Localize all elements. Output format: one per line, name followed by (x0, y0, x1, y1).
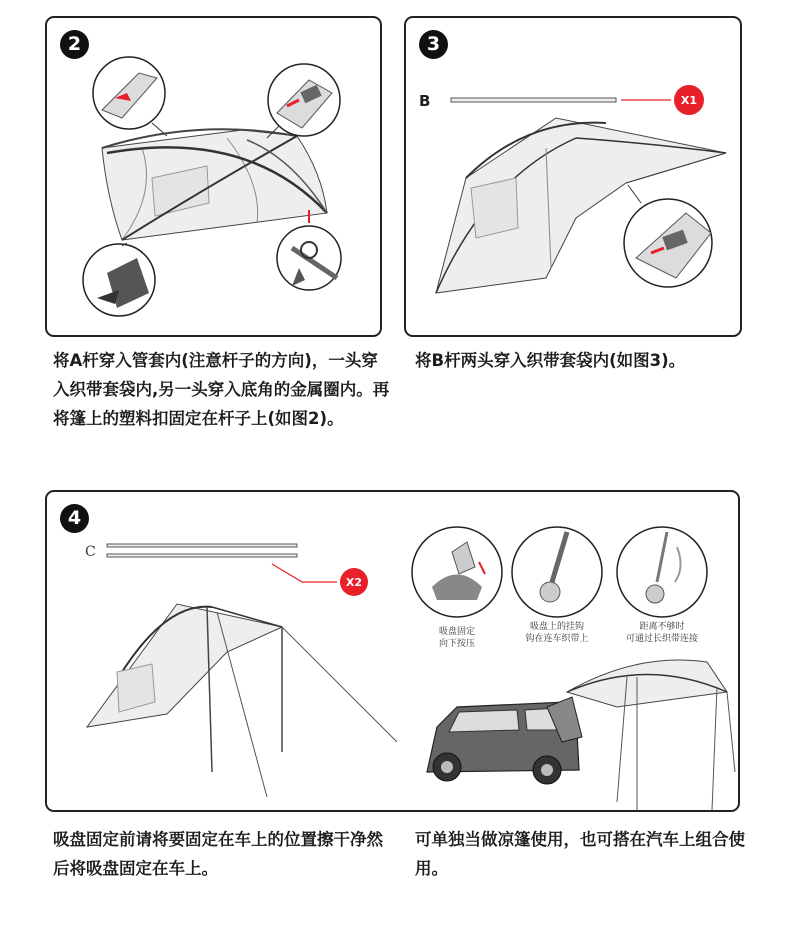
detail-2-line2: 钩在连车织带上 (525, 634, 589, 644)
step-3-caption: 将B杆两头穿入织带套袋内(如图3)。 (415, 351, 686, 370)
step-3-illustration (406, 18, 740, 335)
step-4-caption-left: 吸盘固定前请将要固定在车上的位置擦干净然后将吸盘固定在车上。 (53, 830, 383, 878)
detail-3-line2: 可通过长织带连接 (625, 634, 699, 644)
step-4-number: 4 (60, 504, 89, 533)
step-3-panel (404, 16, 742, 337)
detail-3-line1: 距离不够时 (639, 622, 685, 632)
pole-b-label: B (419, 92, 431, 110)
detail-1-line1: 吸盘固定 (438, 627, 476, 637)
pole-c-2 (107, 554, 297, 557)
step-2-caption: 将A杆穿入管套内(注意杆子的方向)，一头穿入织带套袋内,另一头穿入底角的金属圈内。再将篷上的塑料扣固定在杆子上(如图2)。 (53, 351, 390, 428)
step-2-panel (45, 16, 382, 337)
detail-1-line2: 向下按压 (438, 639, 476, 649)
step-4-panel (45, 490, 740, 812)
pole-c-quantity-badge: X2 (345, 576, 363, 589)
pole-c-1 (107, 544, 297, 547)
pole-b-quantity-badge: X1 (680, 94, 698, 107)
pole-b (451, 98, 616, 102)
step-4-caption-right: 可单独当做凉篷使用，也可搭在汽车上组合使用。 (415, 830, 745, 878)
step-2-number: 2 (60, 30, 89, 59)
step-4-illustration (47, 492, 738, 810)
step-2-illustration (47, 18, 380, 335)
detail-2-line1: 吸盘上的挂钩 (529, 622, 585, 632)
step-3-number: 3 (419, 30, 448, 59)
pole-c-label: C (85, 544, 96, 560)
